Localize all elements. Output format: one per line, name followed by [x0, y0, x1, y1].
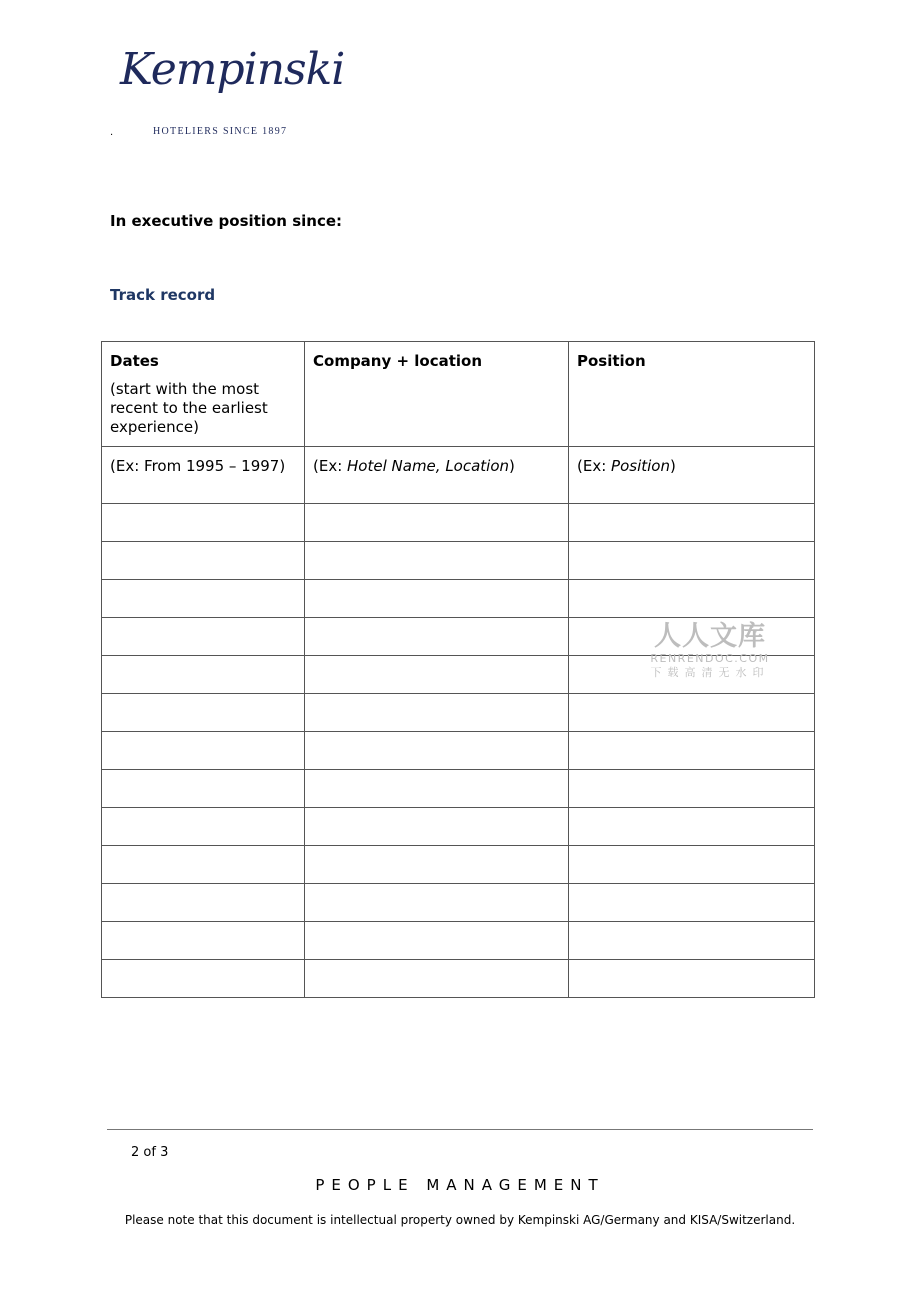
empty-company-cell[interactable] — [305, 504, 569, 542]
table-row — [102, 770, 815, 808]
table-row — [102, 808, 815, 846]
table-row — [102, 732, 815, 770]
ip-notice: Please note that this document is intellectual property owned by Kempinski AG/Germany and KISA/Switzerland. — [124, 1213, 796, 1227]
watermark-en: RENRENDOC.COM — [650, 652, 770, 665]
empty-dates-cell[interactable] — [102, 770, 305, 808]
empty-dates-cell[interactable] — [102, 884, 305, 922]
empty-dates-cell[interactable] — [102, 504, 305, 542]
example-position-prefix: (Ex: — [577, 457, 612, 475]
empty-dates-cell[interactable] — [102, 808, 305, 846]
empty-dates-cell[interactable] — [102, 580, 305, 618]
logo-brand: Kempinski — [120, 44, 345, 95]
empty-dates-cell[interactable] — [102, 618, 305, 656]
empty-dates-cell[interactable] — [102, 922, 305, 960]
table-row — [102, 922, 815, 960]
table-row — [102, 504, 815, 542]
header-position-title: Position — [577, 352, 646, 370]
watermark — [648, 622, 772, 680]
header-position — [569, 342, 815, 447]
empty-position-cell[interactable] — [569, 504, 815, 542]
table-header-row — [102, 342, 815, 447]
empty-company-cell[interactable] — [305, 732, 569, 770]
table-row — [102, 884, 815, 922]
empty-company-cell[interactable] — [305, 922, 569, 960]
department-label: PEOPLE MANAGEMENT — [315, 1176, 605, 1194]
example-position-italic: Position — [611, 457, 670, 475]
empty-position-cell[interactable] — [569, 732, 815, 770]
empty-position-cell[interactable] — [569, 922, 815, 960]
empty-company-cell[interactable] — [305, 656, 569, 694]
empty-company-cell[interactable] — [305, 694, 569, 732]
header-company-title: Company + location — [313, 352, 483, 370]
watermark-cn-sub: 下载高清无水印 — [650, 666, 770, 679]
table-row — [102, 580, 815, 618]
example-company-prefix: (Ex: — [313, 457, 348, 475]
empty-position-cell[interactable] — [569, 960, 815, 998]
empty-position-cell[interactable] — [569, 884, 815, 922]
page-number: 2 of 3 — [131, 1145, 169, 1160]
table-row — [102, 846, 815, 884]
empty-company-cell[interactable] — [305, 884, 569, 922]
empty-position-cell[interactable] — [569, 542, 815, 580]
empty-position-cell[interactable] — [569, 808, 815, 846]
executive-position-label: In executive position since: — [110, 212, 343, 230]
watermark-cn: 人人文库 — [654, 621, 766, 652]
empty-dates-cell[interactable] — [102, 846, 305, 884]
empty-dates-cell[interactable] — [102, 542, 305, 580]
example-company-suffix: ) — [509, 457, 515, 475]
header-company — [305, 342, 569, 447]
empty-position-cell[interactable] — [569, 770, 815, 808]
example-position[interactable] — [569, 447, 815, 504]
empty-company-cell[interactable] — [305, 770, 569, 808]
empty-dates-cell[interactable] — [102, 732, 305, 770]
table-row — [102, 694, 815, 732]
empty-dates-cell[interactable] — [102, 656, 305, 694]
footer-divider — [107, 1129, 813, 1130]
empty-position-cell[interactable] — [569, 846, 815, 884]
empty-dates-cell[interactable] — [102, 694, 305, 732]
header-dates-title: Dates — [110, 352, 159, 370]
example-row — [102, 447, 815, 504]
example-position-suffix: ) — [669, 457, 676, 475]
empty-company-cell[interactable] — [305, 808, 569, 846]
empty-position-cell[interactable] — [569, 694, 815, 732]
empty-company-cell[interactable] — [305, 960, 569, 998]
empty-company-cell[interactable] — [305, 846, 569, 884]
logo-tagline: HOTELIERS SINCE 1897 — [153, 126, 288, 137]
empty-position-cell[interactable] — [569, 580, 815, 618]
kempinski-logo — [108, 44, 345, 143]
header-dates-note: (start with the most recent to the earliest experience) — [110, 380, 268, 436]
example-company[interactable] — [305, 447, 569, 504]
empty-dates-cell[interactable] — [102, 960, 305, 998]
empty-company-cell[interactable] — [305, 542, 569, 580]
table-row — [102, 960, 815, 998]
track-record-heading: Track record — [110, 286, 216, 304]
empty-company-cell[interactable] — [305, 618, 569, 656]
header-dates — [102, 342, 305, 447]
empty-company-cell[interactable] — [305, 580, 569, 618]
logo-bullet: . — [110, 127, 114, 138]
example-company-italic: Hotel Name, Location — [347, 457, 510, 475]
example-dates[interactable]: (Ex: From 1995 – 1997) — [102, 447, 305, 504]
table-row — [102, 542, 815, 580]
